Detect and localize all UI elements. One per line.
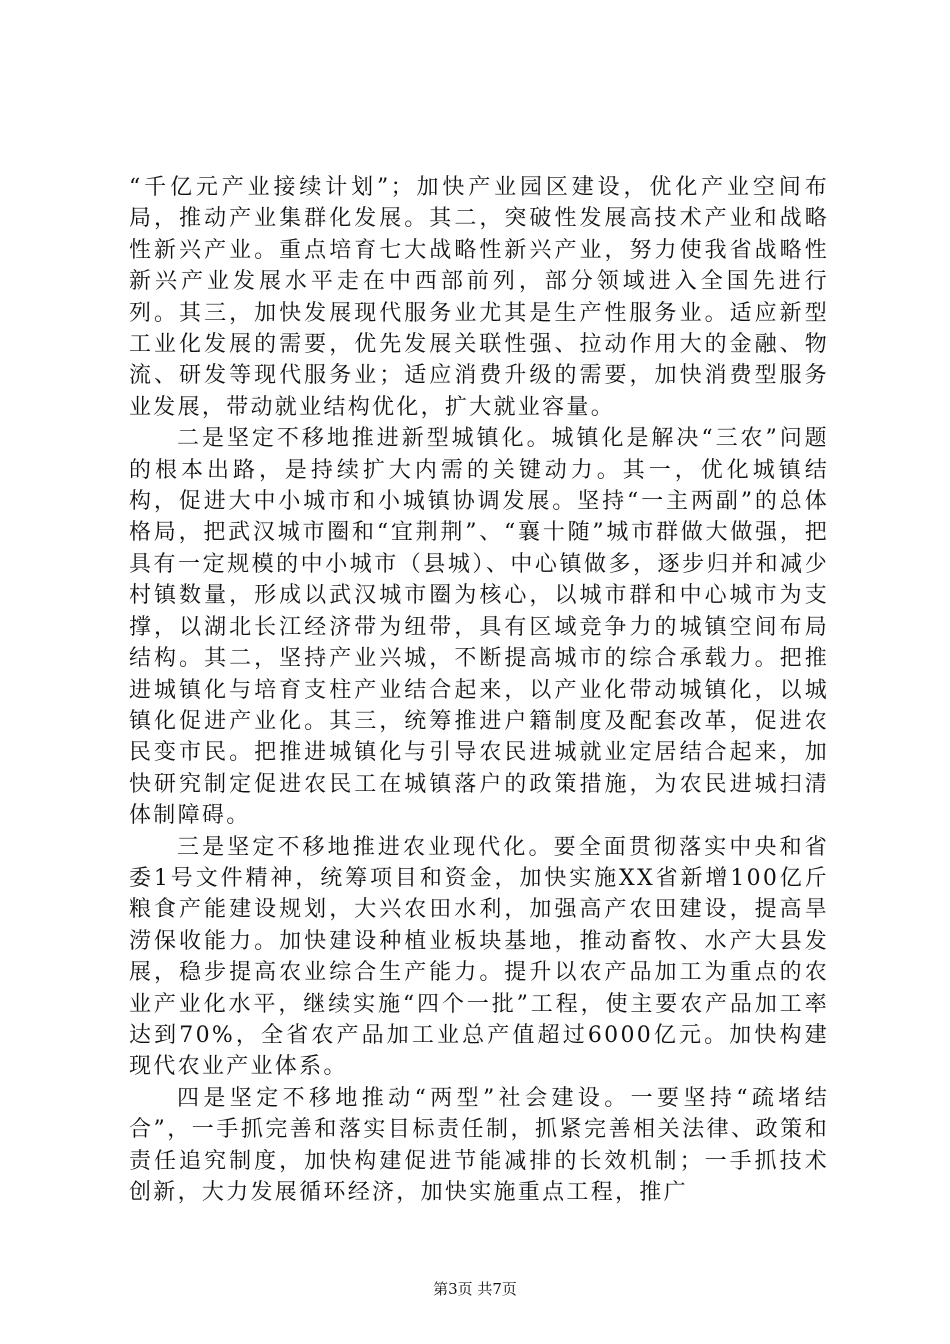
paragraph-4: 四是坚定不移地推动“两型”社会建设。一要坚持“疏堵结合”，一手抓完善和落实目标责任制，抓紧完善相关法律、政策和责任追究制度，加快构建促进节能减排的长效机制；一手抓技术创新，大力发展循环经济，加快实施重点工程，推广 (129, 1085, 829, 1205)
paragraph-1: “千亿元产业接续计划”；加快产业园区建设，优化产业空间布局，推动产业集群化发展。其二，突破性发展高技术产业和战略性新兴产业。重点培育七大战略性新兴产业，努力使我省战略性新兴产业发展水平走在中西部前列，部分领域进入全国先进行列。其三，加快发展现代服务业尤其是生产性服务业。适应新型工业化发展的需要，优先发展关联性强、拉动作用大的金融、物流、研发等现代服务业；适应消费升级的需要，加快消费型服务业发展，带动就业结构优化，扩大就业容量。 (129, 175, 829, 420)
paragraph-3: 三是坚定不移地推进农业现代化。要全面贯彻落实中央和省委1号文件精神，统筹项目和资金，加快实施XX省新增100亿斤粮食产能建设规划，大兴农田水利，加强高产农田建设，提高旱涝保收能力。加快建设种植业板块基地，推动畜牧、水产大县发展，稳步提高农业综合生产能力。提升以农产品加工为重点的农业产业化水平，继续实施“四个一批”工程，使主要农产品加工率达到70%，全省农产品加工业总产值超过6000亿元。加快构建现代农业产业体系。 (129, 834, 829, 1080)
paragraph-2: 二是坚定不移地推进新型城镇化。城镇化是解决“三农”问题的根本出路，是持续扩大内需的关键动力。其一，优化城镇结构，促进大中小城市和小城镇协调发展。坚持“一主两副”的总体格局，把武汉城市圈和“宜荆荆”、“襄十随”城市群做大做强，把具有一定规模的中小城市（县城）、中心镇做多，逐步归并和减少村镇数量，形成以武汉城市圈为核心，以城市群和中心城市为支撑，以湖北长江经济带为纽带，具有区域竞争力的城镇空间布局结构。其二，坚持产业兴城，不断提高城市的综合承载力。把推进城镇化与培育支柱产业结合起来，以产业化带动城镇化，以城镇化促进产业化。其三，统筹推进户籍制度及配套改革，促进农民变市民。把推进城镇化与引导农民进城就业定居结合起来，加快研究制定促进农民工在城镇落户的政策措施，为农民进城扫清体制障碍。 (129, 426, 829, 829)
page-footer: 第3页 共7页 (433, 1280, 517, 1298)
body-text (129, 172, 829, 1208)
